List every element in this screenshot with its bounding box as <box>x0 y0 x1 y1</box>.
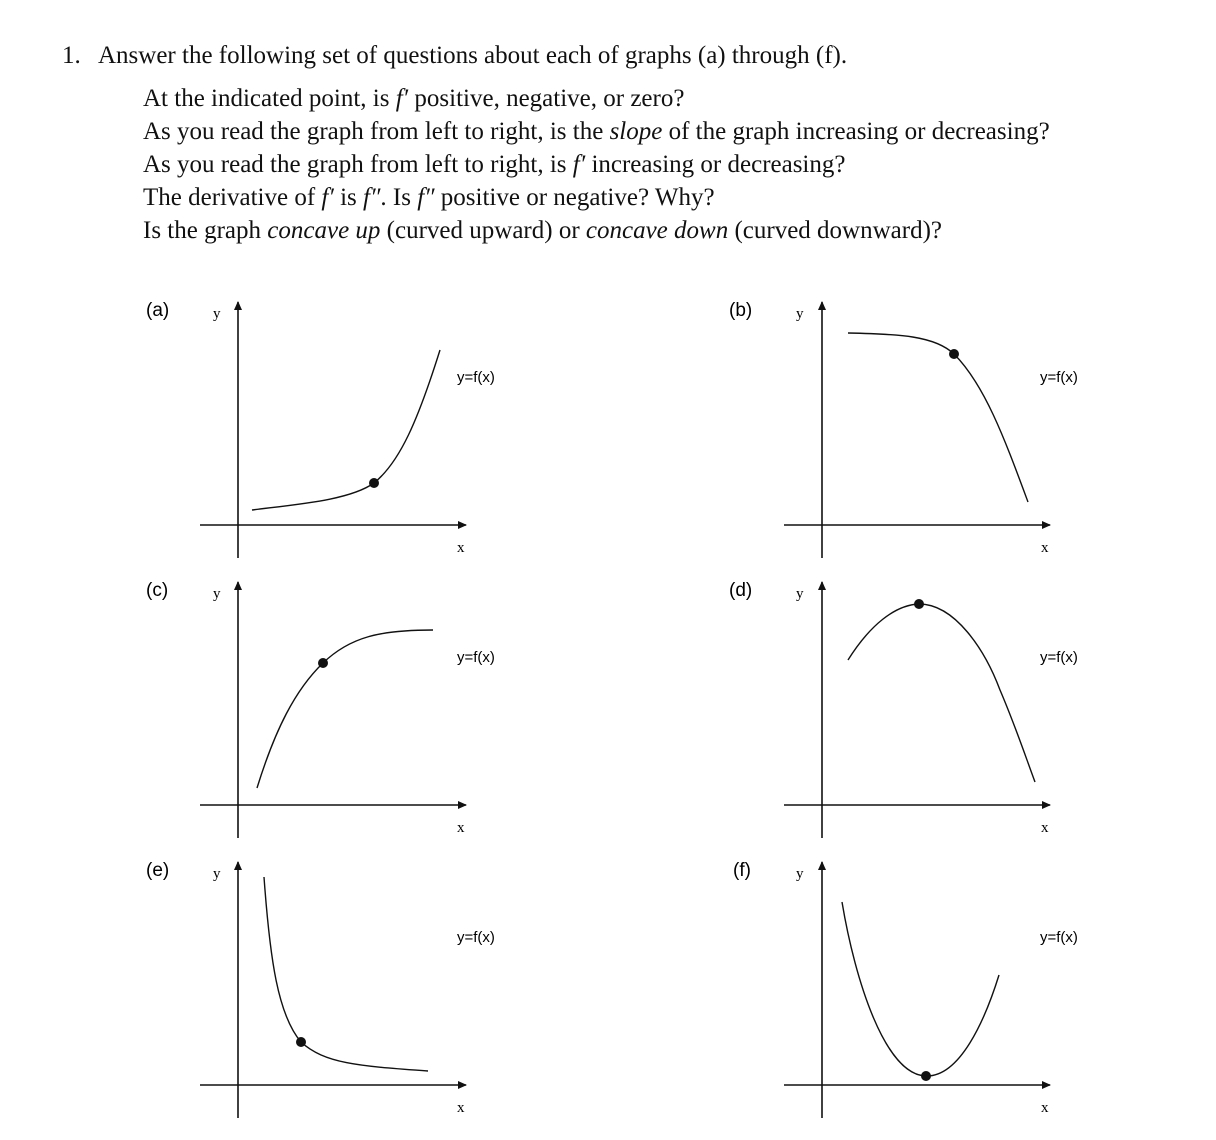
graph-label: (b) <box>729 300 753 321</box>
graph-a <box>146 300 495 558</box>
graph-f <box>733 860 1078 1118</box>
x-axis-label: x <box>1041 540 1049 556</box>
graph-c <box>146 580 495 838</box>
subquestion-text: As you read the graph from left to right, is the slope of the graph increasing or decreasing? <box>143 118 1050 145</box>
indicated-point <box>949 349 959 359</box>
graph-label: (d) <box>729 580 753 601</box>
y-axis-label: y <box>796 866 804 882</box>
function-curve <box>842 902 999 1076</box>
indicated-point <box>914 599 924 609</box>
graph-d <box>729 580 1078 838</box>
y-axis-label: y <box>213 866 221 882</box>
x-axis-label: x <box>1041 1100 1049 1116</box>
x-axis-label: x <box>457 540 465 556</box>
indicated-point <box>369 478 379 488</box>
graph-label: (c) <box>146 580 169 601</box>
function-label: y=f(x) <box>457 929 495 946</box>
function-label: y=f(x) <box>1040 369 1078 386</box>
x-axis-label: x <box>457 1100 465 1116</box>
indicated-point <box>318 658 328 668</box>
question-text: Answer the following set of questions about each of graphs (a) through (f). <box>98 42 848 69</box>
subquestion-text: At the indicated point, is f′ positive, negative, or zero? <box>143 85 685 112</box>
x-axis-label: x <box>1041 820 1049 836</box>
function-curve <box>848 604 1035 782</box>
y-axis-label: y <box>213 306 221 322</box>
graph-label: (f) <box>733 860 751 881</box>
question-number: 1. <box>62 42 81 69</box>
graph-label: (a) <box>146 300 170 321</box>
subquestion-text: As you read the graph from left to right, is f′ increasing or decreasing? <box>143 151 846 178</box>
function-curve <box>252 350 440 510</box>
y-axis-label: y <box>796 586 804 602</box>
subquestion-text: Is the graph concave up (curved upward) or concave down (curved downward)? <box>143 217 942 244</box>
y-axis-label: y <box>213 586 221 602</box>
function-curve <box>848 333 1028 502</box>
indicated-point <box>296 1037 306 1047</box>
function-curve <box>257 630 433 788</box>
graph-label: (e) <box>146 860 170 881</box>
function-label: y=f(x) <box>1040 929 1078 946</box>
function-label: y=f(x) <box>1040 649 1078 666</box>
x-axis-label: x <box>457 820 465 836</box>
graph-e <box>146 860 495 1118</box>
indicated-point <box>921 1071 931 1081</box>
function-label: y=f(x) <box>457 649 495 666</box>
function-label: y=f(x) <box>457 369 495 386</box>
y-axis-label: y <box>796 306 804 322</box>
graph-b <box>729 300 1078 558</box>
subquestion-text: The derivative of f′ is f″. Is f″ positive or negative? Why? <box>143 184 715 211</box>
function-curve <box>264 877 428 1071</box>
